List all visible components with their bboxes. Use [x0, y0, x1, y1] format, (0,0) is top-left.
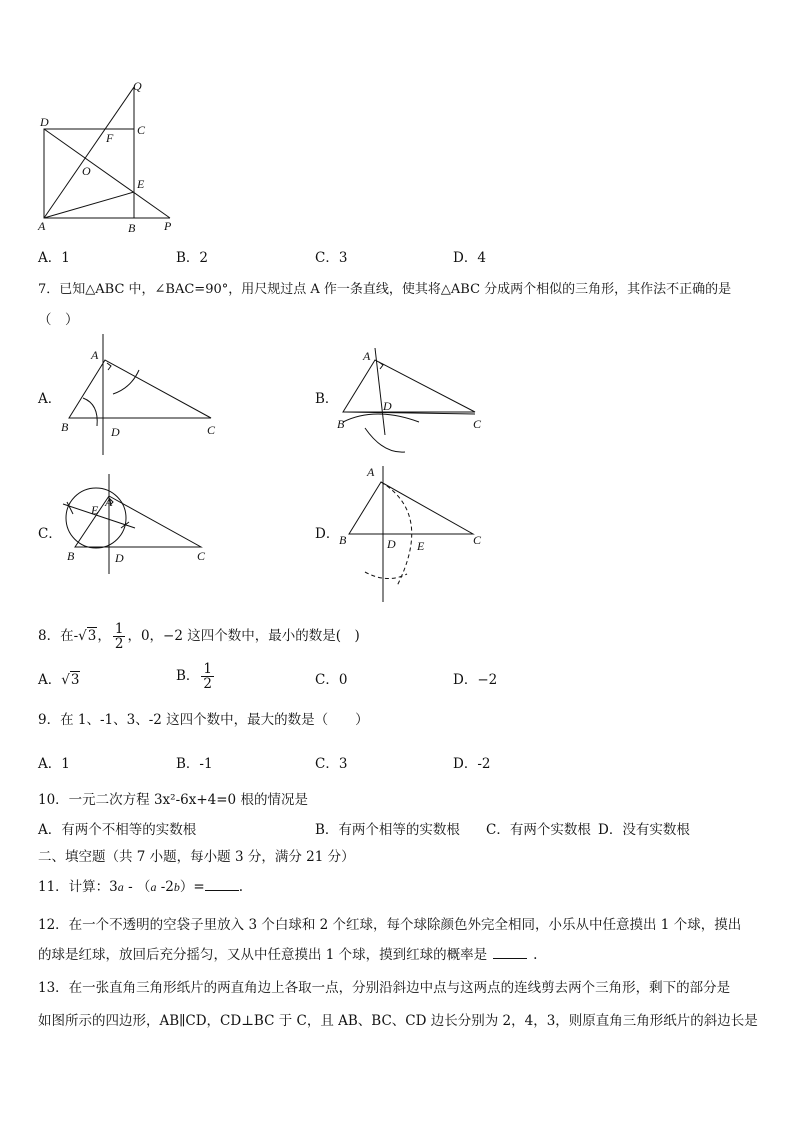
line-ae — [44, 192, 134, 218]
fig-c-label-c: C — [197, 549, 206, 563]
fig-d-label-d: D — [387, 537, 396, 551]
q12-line1: 12．在一个不透明的空袋子里放入 3 个白球和 2 个红球，每个球除颜色外完全相同，小乐从中任意摸出 1 个球，摸出 — [38, 917, 742, 933]
fig-a-label-a: A — [91, 348, 99, 362]
q13-line1: 13．在一张直角三角形纸片的两直角边上各取一点，分别沿斜边中点与这两点的连线剪去两个三角形，剩下的部分是 — [38, 980, 731, 996]
q12-answer-blank[interactable] — [493, 946, 527, 959]
label-e: E — [137, 177, 145, 191]
q8-fraction: $\frac{1}{2}$ — [114, 621, 124, 652]
q7-paren: （ ） — [38, 312, 79, 328]
q12-line2: 的球是红球，放回后充分摇匀，又从中任意摸出 1 个球，摸到红球的概率是 . — [38, 947, 538, 963]
fig-c-label-d: D — [115, 551, 124, 565]
q7-figure-d — [335, 462, 495, 607]
fig-d-label-b: B — [339, 533, 347, 547]
q8-option-a[interactable]: A．√3 — [38, 672, 80, 688]
q6-figure — [30, 78, 190, 238]
q7-option-c-label[interactable]: C． — [38, 526, 62, 542]
label-q: Q — [133, 79, 142, 93]
q7-figure-c — [55, 470, 215, 580]
fig-c-label-a: A — [105, 495, 113, 509]
q7-option-d-label[interactable]: D． — [315, 526, 340, 542]
label-b: B — [128, 221, 136, 235]
fig-b-label-b: B — [337, 417, 345, 431]
fig-d-label-c: C — [473, 533, 482, 547]
q10-option-c[interactable]: C．有两个实数根 — [486, 822, 591, 838]
q8-option-b[interactable]: B． $\frac{1}{2}$ — [176, 661, 213, 692]
fig-c-label-e: E — [91, 503, 99, 517]
fig-c-label-b: B — [67, 549, 75, 563]
fig-d-label-e: E — [417, 539, 425, 553]
q6-option-c[interactable]: C．3 — [315, 250, 348, 266]
label-c: C — [137, 123, 146, 137]
q9-option-a[interactable]: A．1 — [38, 756, 70, 772]
q8-stem: 8．在-√3， $\frac{1}{2}$ ，0，−2 这四个数中，最小的数是( ) — [38, 621, 360, 652]
q8-option-d[interactable]: D．−2 — [453, 672, 498, 688]
q9-option-d[interactable]: D．-2 — [453, 756, 491, 772]
q9-stem: 9．在 1、-1、3、-2 这四个数中，最大的数是（ ） — [38, 712, 369, 728]
q9-option-b[interactable]: B．-1 — [176, 756, 213, 772]
q9-option-c[interactable]: C．3 — [315, 756, 348, 772]
q11-stem: 11．计算：3a - （a -2b）= . — [38, 879, 243, 895]
fig-a-label-c: C — [207, 423, 216, 437]
q10-stem: 10．一元二次方程 3x²-6x+4=0 根的情况是 — [38, 792, 308, 808]
q10-option-d[interactable]: D．没有实数根 — [598, 822, 690, 838]
label-f: F — [106, 131, 114, 145]
q11-answer-blank[interactable] — [205, 878, 239, 891]
label-d: D — [40, 115, 49, 129]
q8-sqrt: √3 — [78, 628, 97, 644]
label-p: P — [164, 219, 172, 233]
fig-a-label-b: B — [61, 420, 69, 434]
fig-b-label-a: A — [363, 349, 371, 363]
fig-b-label-d: D — [383, 399, 392, 413]
q10-option-a[interactable]: A．有两个不相等的实数根 — [38, 822, 197, 838]
q7-option-b-label[interactable]: B． — [315, 391, 339, 407]
line-aq — [44, 87, 134, 218]
q6-option-a[interactable]: A．1 — [38, 250, 70, 266]
fig-a-label-d: D — [111, 425, 120, 439]
q10-option-b[interactable]: B．有两个相等的实数根 — [315, 822, 460, 838]
q6-option-d[interactable]: D．4 — [453, 250, 486, 266]
section-fill-in-title: 二、填空题（共 7 小题，每小题 3 分，满分 21 分） — [38, 849, 355, 865]
label-a: A — [38, 219, 46, 233]
q6-option-b[interactable]: B．2 — [176, 250, 209, 266]
label-o: O — [82, 164, 91, 178]
q7-figure-b — [335, 340, 495, 465]
q7-option-a-label[interactable]: A． — [38, 391, 62, 407]
q7-stem: 7．已知△ABC 中，∠BAC=90°，用尺规过点 A 作一条直线，使其将△ABC 分成两个相似的三角形，其作法不正确的是 — [38, 282, 732, 297]
q8-option-c[interactable]: C．0 — [315, 672, 348, 688]
q7-figure-a — [55, 330, 225, 460]
fig-d-label-a: A — [367, 465, 375, 479]
fig-b-label-c: C — [473, 417, 482, 431]
q13-line2: 如图所示的四边形，AB∥CD，CD⊥BC 于 C，且 AB、BC、CD 边长分别为 2，4，3，则原直角三角形纸片的斜边长是 — [38, 1013, 758, 1029]
